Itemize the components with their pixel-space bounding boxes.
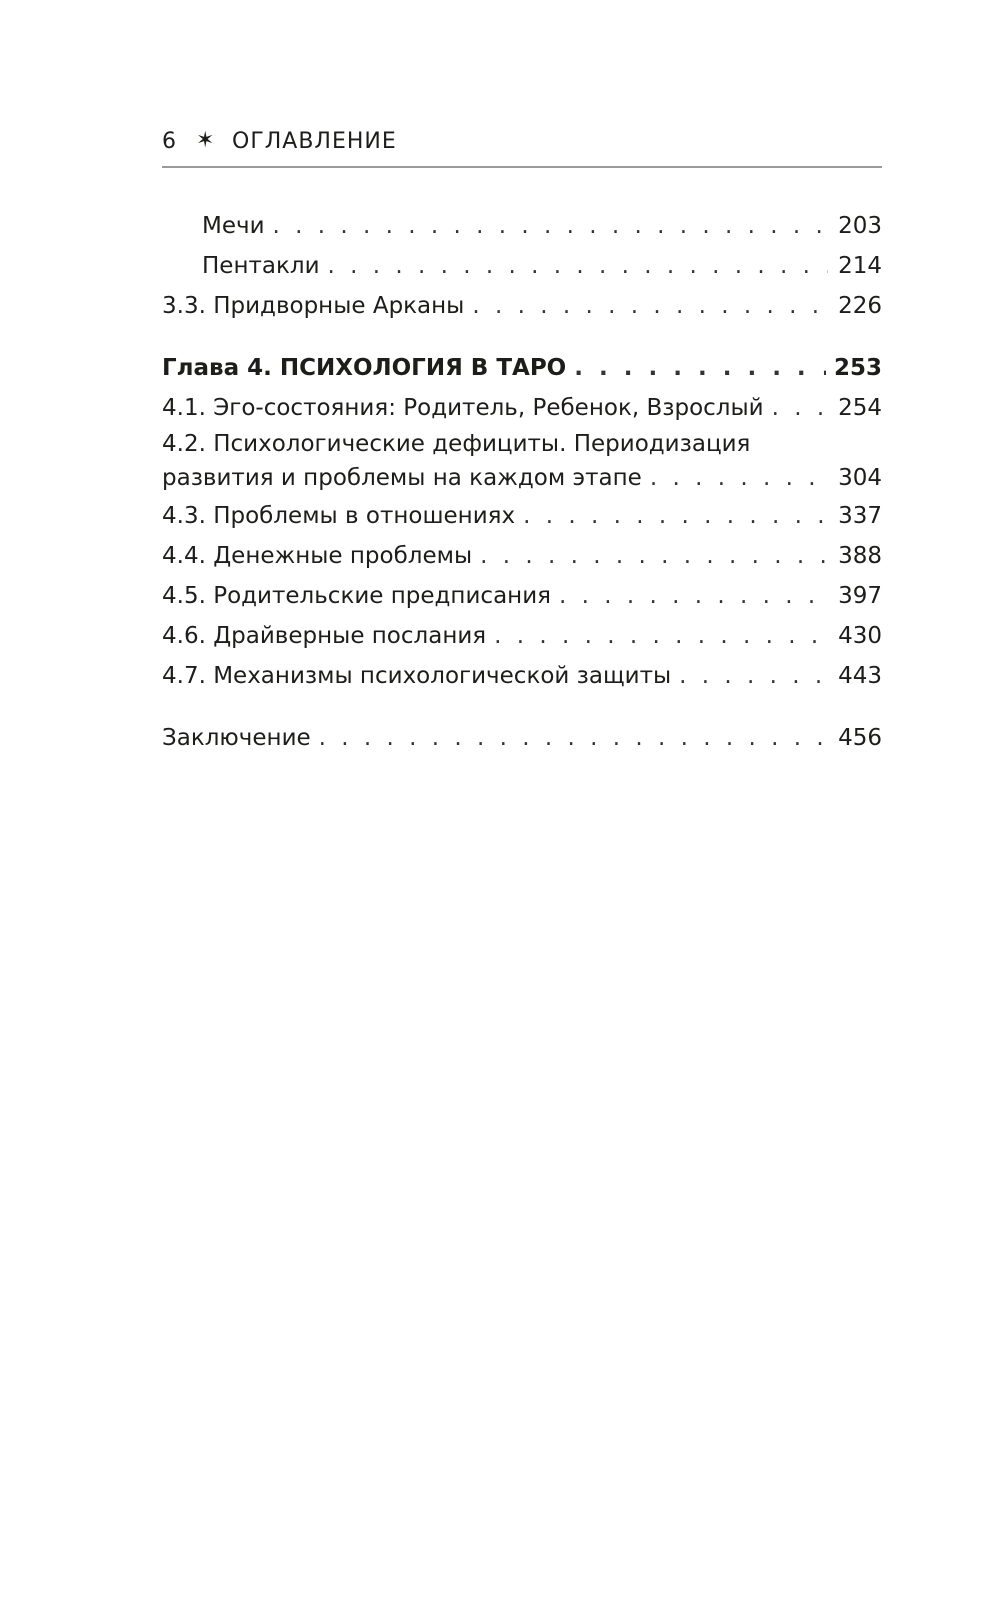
toc-entry-page: 388 [838, 543, 882, 569]
toc-entry-page: 203 [838, 213, 882, 239]
toc-entry-page: 304 [838, 465, 882, 491]
toc-entry-label: 4.3. Проблемы в отношениях [162, 503, 516, 529]
toc-entry-page: 337 [838, 503, 882, 529]
six-pointed-asterisk-icon: ✶ [196, 128, 215, 153]
toc-entry-4-2[interactable] [162, 428, 882, 496]
toc-entry-label-line2: развития и проблемы на каждом этапе [162, 465, 642, 491]
toc-entry-swords[interactable] [162, 206, 882, 246]
page-number: 6 [162, 128, 177, 154]
dot-leader [328, 246, 828, 286]
toc-entry-label: Мечи [202, 213, 265, 239]
toc-entry-4-6[interactable] [162, 616, 882, 656]
toc-entry-page: 226 [838, 293, 882, 319]
toc-entry-page: 253 [833, 355, 882, 381]
dot-leader [650, 460, 828, 496]
dot-leader [523, 496, 828, 536]
toc-chapter-label: Глава 4. ПСИХОЛОГИЯ В ТАРО [162, 355, 567, 381]
dot-leader [319, 718, 828, 758]
toc-entry-4-5[interactable] [162, 576, 882, 616]
dot-leader [472, 286, 828, 326]
toc-entry-label: 4.4. Денежные проблемы [162, 543, 473, 569]
toc-entry-label: Заключение [162, 725, 311, 751]
toc-entry-page: 397 [838, 583, 882, 609]
toc-entry-label: Пентакли [202, 253, 320, 279]
toc-entry-label: 4.5. Родительские предписания [162, 583, 551, 609]
toc-entry-page: 254 [838, 395, 882, 421]
toc-entry-pentacles[interactable] [162, 246, 882, 286]
toc-entry-label-line1: 4.2. Психологические дефициты. Периодизация [162, 431, 751, 457]
toc-entry-page: 443 [838, 663, 882, 689]
toc-chapter-4[interactable] [162, 348, 882, 388]
toc-entry-4-4[interactable] [162, 536, 882, 576]
toc-entry-label: 4.1. Эго-состояния: Родитель, Ребенок, Взрослый [162, 395, 764, 421]
toc-entry-conclusion[interactable] [162, 718, 882, 758]
toc-entry-label: 3.3. Придворные Арканы [162, 293, 465, 319]
dot-leader [494, 616, 828, 656]
toc-entry-4-1[interactable] [162, 388, 882, 428]
header-divider [162, 166, 882, 168]
toc-entry-label: 4.6. Драйверные послания [162, 623, 487, 649]
toc-entry-label: 4.7. Механизмы психологической защиты [162, 663, 672, 689]
toc-entry-page: 214 [838, 253, 882, 279]
dot-leader [574, 348, 826, 388]
dot-leader [480, 536, 828, 576]
toc-entry-page: 430 [838, 623, 882, 649]
table-of-contents [162, 206, 882, 758]
dot-leader [273, 206, 828, 246]
toc-entry-4-3[interactable] [162, 496, 882, 536]
running-header [162, 124, 397, 158]
toc-entry-page: 456 [838, 725, 882, 751]
toc-entry-4-7[interactable] [162, 656, 882, 696]
dot-leader [772, 388, 828, 428]
header-title: ОГЛАВЛЕНИЕ [232, 128, 397, 154]
toc-entry-court-arcana[interactable] [162, 286, 882, 326]
dot-leader [679, 656, 828, 696]
dot-leader [559, 576, 828, 616]
